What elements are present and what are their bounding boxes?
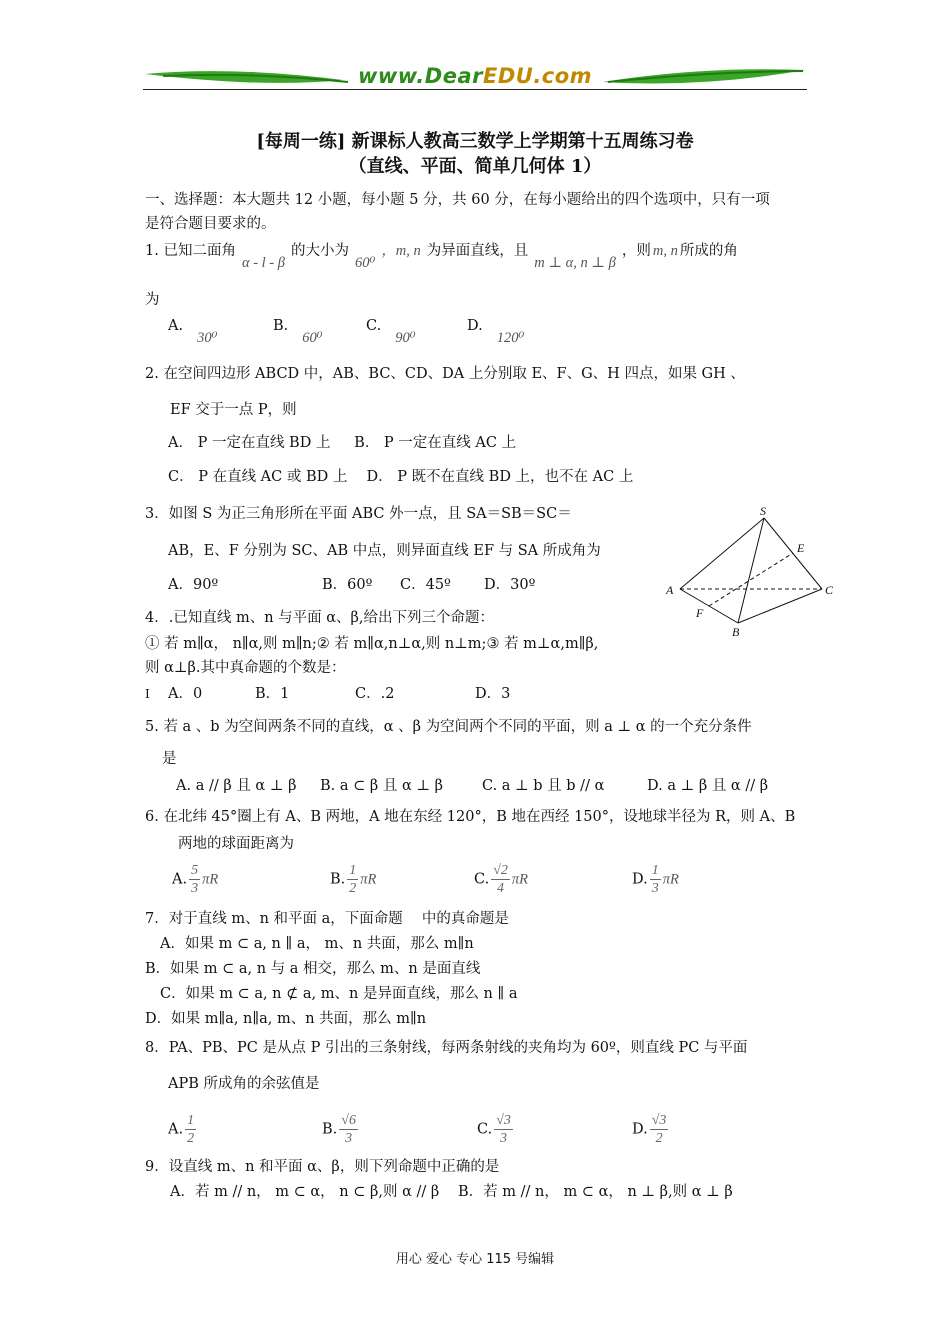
q5-option-d: D. a ⊥ β 且 α // β bbox=[647, 778, 769, 794]
q9-stem: 9．设直线 m、n 和平面 α、β，则下列命题中正确的是 bbox=[145, 1159, 500, 1175]
q7-option-d: D．如果 m∥a, n∥a, m、n 共面，那么 m∥n bbox=[145, 1011, 427, 1027]
q1-option-a: A.30⁰ bbox=[168, 318, 218, 346]
q6-stem: 6. 在北纬 45°圈上有 A、B 两地，A 地在东经 120°，B 地在西经 150°，设地球半径为 R，则 A、B bbox=[145, 809, 796, 825]
page-title: [每周一练] 新课标人教高三数学上学期第十五周练习卷 bbox=[256, 131, 694, 152]
q3-option-d: D．30º bbox=[484, 577, 536, 593]
edge-sb bbox=[738, 518, 764, 623]
edge-sa bbox=[680, 518, 764, 589]
q7-option-a: A．如果 m ⊂ a, n ∥ a， m、n 共面，那么 m∥n bbox=[160, 936, 474, 952]
page-footer: 用心 爱心 专心 115 号编辑 bbox=[395, 1252, 555, 1267]
q7-option-b: B．如果 m ⊂ a, n 与 a 相交，那么 m、n 是面直线 bbox=[145, 961, 481, 977]
q4-stem: 4．.已知直线 m、n 与平面 α、β,给出下列三个命题： bbox=[145, 610, 495, 626]
q8-option-d: D. $\frac{√3}{2}$ bbox=[632, 1113, 667, 1146]
tetrahedron-figure bbox=[660, 505, 840, 640]
q3-option-b: B．60º bbox=[322, 577, 373, 593]
page-subtitle: （直线、平面、简单几何体 1） bbox=[348, 156, 602, 177]
q9-option-b: B．若 m // n， m ⊂ α， n ⊥ β,则 α ⊥ β bbox=[458, 1184, 733, 1200]
q3-stem: 3．如图 S 为正三角形所在平面 ABC 外一点，且 SA＝SB＝SC＝ bbox=[145, 506, 572, 522]
q8-option-a: A. $\frac{1}{2}$ bbox=[168, 1113, 195, 1146]
q6-option-a: A. $\frac{5}{3}$ πR bbox=[172, 863, 219, 896]
label-e: E bbox=[797, 541, 805, 555]
q1-option-d: D.120⁰ bbox=[467, 318, 525, 346]
site-logo: www.DearEDU.com bbox=[357, 64, 593, 88]
q3-stem-2: AB，E、F 分别为 SC、AB 中点，则异面直线 EF 与 SA 所成角为 bbox=[168, 543, 601, 559]
q8-option-c: C. $\frac{√3}{3}$ bbox=[477, 1113, 511, 1146]
q1-option-b: B.60⁰ bbox=[273, 318, 323, 346]
q6-option-b: B. $\frac{1}{2}$ πR bbox=[330, 863, 377, 896]
q9-option-a: A．若 m // n， m ⊂ α， n ⊂ β,则 α // β bbox=[170, 1184, 440, 1200]
q5-stem-2: 是 bbox=[162, 751, 177, 767]
intro-line-2: 是符合题目要求的。 bbox=[145, 216, 276, 232]
edge-bc bbox=[738, 589, 822, 623]
q2-options-cd: C． P 在直线 AC 或 BD 上 D． P 既不在直线 BD 上，也不在 AC 上 bbox=[168, 469, 634, 485]
label-f: F bbox=[696, 606, 704, 620]
q4-option-b: B．1 bbox=[255, 686, 290, 702]
q5-option-c: C. a ⊥ b 且 b // α bbox=[482, 778, 605, 794]
q4-option-c: C．.2 bbox=[355, 686, 395, 702]
q4-propositions: ① 若 m∥α， n∥α,则 m∥n;② 若 m∥α,n⊥α,则 n⊥m;③ 若 m⊥α,m∥β, bbox=[145, 636, 599, 652]
site-header-banner bbox=[143, 62, 807, 96]
q5-option-b: B. a ⊂ β 且 α ⊥ β bbox=[320, 778, 444, 794]
q2-options-ab: A． P 一定在直线 BD 上 B． P 一定在直线 AC 上 bbox=[168, 435, 517, 451]
header-rule bbox=[143, 89, 807, 90]
q8-stem-2: APB 所成角的余弦值是 bbox=[168, 1076, 320, 1092]
q1-stem-2: 为 bbox=[145, 292, 160, 308]
q8-option-b: B. $\frac{√6}{3}$ bbox=[322, 1113, 356, 1146]
q1-stem: 1. 已知二面角α - l - β的大小为60⁰，m, n 为异面直线，且m ⊥ α, n ⊥ β，则 m, n 所成的角 bbox=[145, 243, 738, 271]
q3-option-c: C．45º bbox=[400, 577, 451, 593]
q5-stem: 5. 若 a 、b 为空间两条不同的直线，α 、β 为空间两个不同的平面，则 a ⊥ α 的一个充分条件 bbox=[145, 719, 752, 735]
q4-margin-mark: I bbox=[145, 687, 150, 701]
q7-option-c: C．如果 m ⊂ a, n ⊄ a, m、n 是异面直线，那么 n ∥ a bbox=[160, 986, 518, 1002]
q6-stem-2: 两地的球面距离为 bbox=[178, 836, 294, 852]
q8-stem: 8．PA、PB、PC 是从点 P 引出的三条射线，每两条射线的夹角均为 60º，则直线 PC 与平面 bbox=[145, 1040, 748, 1056]
segment-ef-hidden bbox=[709, 553, 793, 606]
intro-line-1: 一、选择题：本大题共 12 小题，每小题 5 分，共 60 分，在每小题给出的四个选项中，只有一项 bbox=[145, 192, 770, 208]
label-b: B bbox=[732, 625, 740, 639]
q4-option-a: A．0 bbox=[168, 686, 203, 702]
q1-option-c: C.90⁰ bbox=[366, 318, 416, 346]
q7-stem: 7．对于直线 m、n 和平面 a，下面命题 中的真命题是 bbox=[145, 911, 509, 927]
q5-option-a: A. a // β 且 α ⊥ β bbox=[176, 778, 297, 794]
q6-option-d: D. $\frac{1}{3}$ πR bbox=[632, 863, 679, 896]
q6-option-c: C. $\frac{√2}{4}$ πR bbox=[474, 863, 528, 896]
q2-stem: 2. 在空间四边形 ABCD 中，AB、BC、CD、DA 上分别取 E、F、G、H 四点，如果 GH 、 bbox=[145, 366, 745, 382]
q2-stem-2: EF 交于一点 P，则 bbox=[170, 402, 297, 418]
label-s: S bbox=[760, 505, 766, 518]
label-a: A bbox=[666, 583, 674, 597]
q4-option-d: D．3 bbox=[475, 686, 511, 702]
q3-option-a: A．90º bbox=[168, 577, 219, 593]
label-c: C bbox=[825, 583, 834, 597]
q4-stem-3: 则 α⊥β.其中真命题的个数是： bbox=[145, 660, 346, 676]
